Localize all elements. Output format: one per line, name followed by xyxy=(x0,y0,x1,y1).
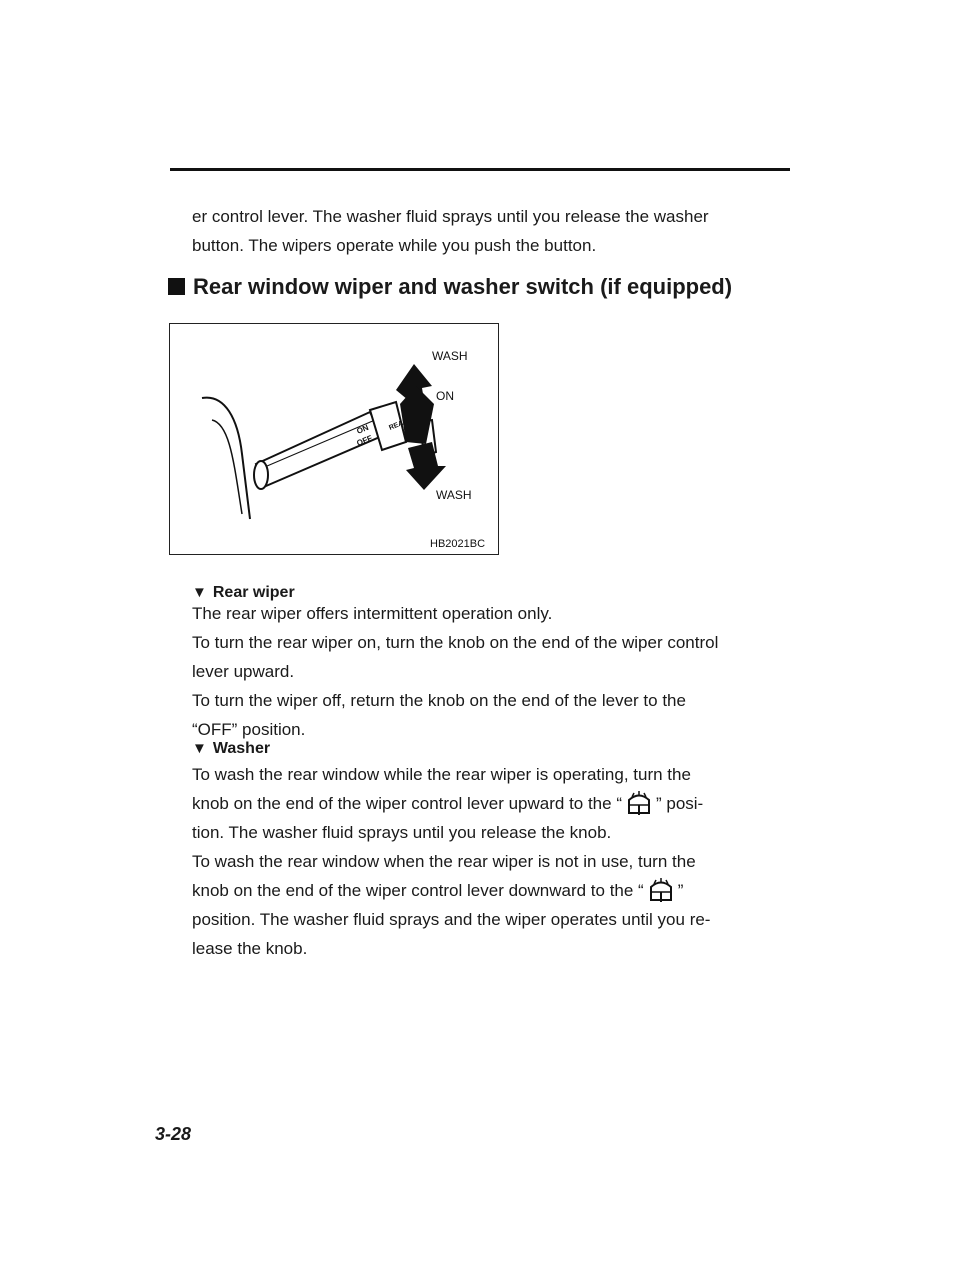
lever-mark: REAR xyxy=(388,417,410,432)
page-number: 3-28 xyxy=(155,1124,192,1144)
lever-base xyxy=(254,461,268,489)
body-line: lease the knob. xyxy=(192,939,308,958)
header-rule xyxy=(170,168,790,171)
rear-wiper-title: Rear wiper xyxy=(212,584,295,601)
body-line: To turn the rear wiper on, turn the knob on the end of the wiper control xyxy=(192,633,719,652)
lever-stalk xyxy=(256,412,382,486)
wash-up-label: WASH xyxy=(432,349,468,363)
body-line: lever upward. xyxy=(192,662,295,681)
body-line: To wash the rear window while the rear wiper is operating, turn the xyxy=(192,765,691,784)
body-line: “OFF” position. xyxy=(192,720,306,739)
washer-title: Washer xyxy=(212,740,271,757)
on-label: ON xyxy=(436,389,454,403)
rear-washer-icon xyxy=(648,878,674,902)
column-outline xyxy=(202,398,250,519)
lever-mark: ON xyxy=(355,423,370,436)
wash-down-label: WASH xyxy=(436,488,472,502)
body-text: ” posi- xyxy=(655,794,704,813)
intro-line: button. The wipers operate while you push the button. xyxy=(192,236,597,255)
body-line xyxy=(192,789,758,818)
section-title: Rear window wiper and washer switch (if equipped) xyxy=(193,274,733,299)
body-line xyxy=(192,876,758,905)
washer-paragraph xyxy=(192,760,758,963)
square-bullet-icon xyxy=(168,278,185,295)
intro-paragraph xyxy=(192,202,757,260)
body-text: ” xyxy=(677,881,684,900)
washer-heading xyxy=(192,740,270,758)
body-line: To wash the rear window when the rear wiper is not in use, turn the xyxy=(192,852,696,871)
lever-mark: OFF xyxy=(355,433,374,448)
wash-down-arrow-icon xyxy=(406,442,446,490)
body-text: knob on the end of the wiper control lever downward to the “ xyxy=(192,881,644,900)
down-triangle-bullet-icon: ▼ xyxy=(192,584,207,601)
intro-line: er control lever. The washer fluid sprays until you release the washer xyxy=(192,207,709,226)
wiper-lever-illustration xyxy=(169,323,499,555)
down-triangle-bullet-icon: ▼ xyxy=(192,740,207,757)
body-line: position. The washer fluid sprays and the wiper operates until you re- xyxy=(192,910,711,929)
rear-wiper-paragraph xyxy=(192,599,758,744)
body-line: The rear wiper offers intermittent operation only. xyxy=(192,604,553,623)
rear-washer-icon xyxy=(626,791,652,815)
body-line: To turn the wiper off, return the knob on the end of the lever to the xyxy=(192,691,686,710)
figure-code: HB2021BC xyxy=(430,538,486,550)
body-text: knob on the end of the wiper control lever upward to the “ xyxy=(192,794,622,813)
body-line: tion. The washer fluid sprays until you release the knob. xyxy=(192,823,612,842)
section-heading xyxy=(168,274,732,300)
